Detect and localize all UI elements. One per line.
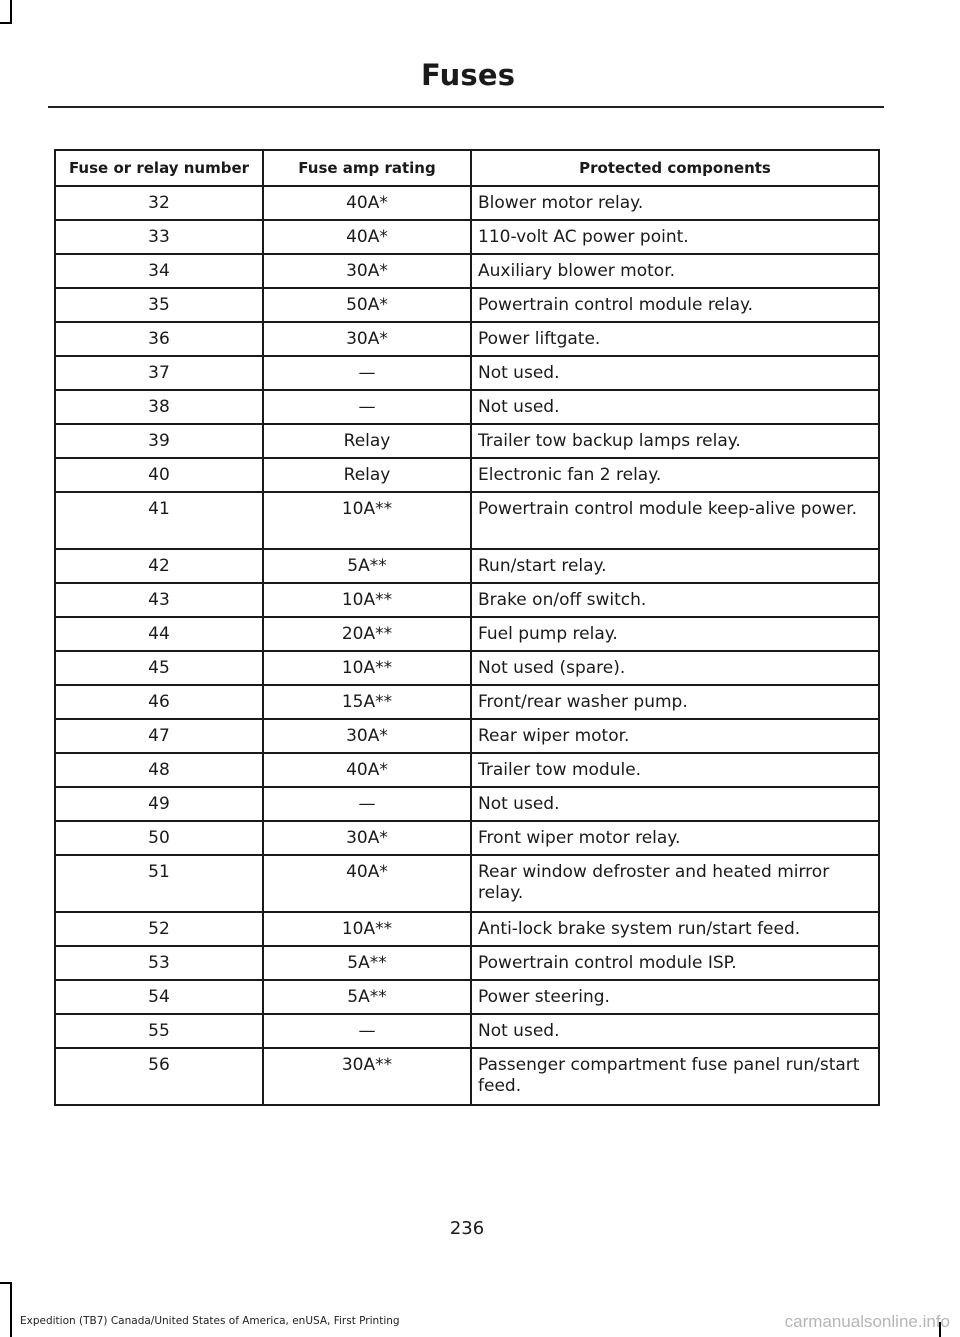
- fuse-number-cell: 34: [55, 254, 263, 288]
- amp-rating-cell: 30A*: [263, 322, 471, 356]
- table-row: [55, 980, 879, 1014]
- table-row: [55, 186, 879, 220]
- amp-rating-cell: 30A*: [263, 719, 471, 753]
- fuse-number-cell: 49: [55, 787, 263, 821]
- amp-rating-cell: 5A**: [263, 549, 471, 583]
- table-row: [55, 288, 879, 322]
- table-row: [55, 549, 879, 583]
- table-row: [55, 787, 879, 821]
- amp-rating-cell: 30A*: [263, 821, 471, 855]
- amp-rating-cell: 40A*: [263, 186, 471, 220]
- fuse-number-cell: 37: [55, 356, 263, 390]
- fuse-number-cell: 44: [55, 617, 263, 651]
- component-cell: Powertrain control module relay.: [471, 288, 879, 322]
- amp-rating-cell: Relay: [263, 424, 471, 458]
- fuse-number-cell: 51: [55, 855, 263, 912]
- amp-rating-cell: 40A*: [263, 753, 471, 787]
- fuse-number-cell: 53: [55, 946, 263, 980]
- amp-rating-cell: 30A**: [263, 1048, 471, 1105]
- fuse-number-cell: 39: [55, 424, 263, 458]
- component-cell: Powertrain control module ISP.: [471, 946, 879, 980]
- fuse-number-cell: 48: [55, 753, 263, 787]
- component-cell: Not used (spare).: [471, 651, 879, 685]
- amp-rating-cell: 40A*: [263, 220, 471, 254]
- component-cell: Not used.: [471, 390, 879, 424]
- amp-rating-cell: —: [263, 1014, 471, 1048]
- page-number: 236: [449, 1218, 485, 1239]
- component-cell: Power liftgate.: [471, 322, 879, 356]
- component-cell: Rear window defroster and heated mirror relay.: [471, 855, 879, 912]
- amp-rating-cell: —: [263, 787, 471, 821]
- fuse-number-cell: 46: [55, 685, 263, 719]
- table-row: [55, 356, 879, 390]
- component-cell: Run/start relay.: [471, 549, 879, 583]
- crop-mark-bottom-left-vertical: [10, 1282, 12, 1337]
- component-cell: Powertrain control module keep-alive power.: [471, 492, 879, 549]
- amp-rating-cell: 10A**: [263, 651, 471, 685]
- fuse-number-cell: 41: [55, 492, 263, 549]
- table-row: [55, 1014, 879, 1048]
- component-cell: Brake on/off switch.: [471, 583, 879, 617]
- fuse-number-cell: 56: [55, 1048, 263, 1105]
- amp-rating-cell: 10A**: [263, 492, 471, 549]
- table-row: [55, 685, 879, 719]
- table-row: [55, 651, 879, 685]
- amp-rating-cell: 5A**: [263, 980, 471, 1014]
- component-cell: Rear wiper motor.: [471, 719, 879, 753]
- table-row: [55, 1048, 879, 1105]
- table-row: [55, 753, 879, 787]
- fuse-number-cell: 50: [55, 821, 263, 855]
- component-cell: Fuel pump relay.: [471, 617, 879, 651]
- amp-rating-cell: —: [263, 390, 471, 424]
- amp-rating-cell: 10A**: [263, 912, 471, 946]
- table-row: [55, 458, 879, 492]
- crop-mark-bottom-left-horizontal: [0, 1282, 12, 1284]
- table-row: [55, 821, 879, 855]
- amp-rating-cell: 30A*: [263, 254, 471, 288]
- table-row: [55, 583, 879, 617]
- fuse-number-cell: 36: [55, 322, 263, 356]
- amp-rating-cell: 20A**: [263, 617, 471, 651]
- component-cell: Front/rear washer pump.: [471, 685, 879, 719]
- crop-mark-top-left-vertical: [10, 0, 12, 24]
- component-cell: Not used.: [471, 787, 879, 821]
- table-row: [55, 719, 879, 753]
- watermark: carmanualsonline.info: [784, 1312, 950, 1331]
- table-row: [55, 492, 879, 549]
- column-header-protected-components: Protected components: [471, 150, 879, 186]
- fuse-number-cell: 43: [55, 583, 263, 617]
- component-cell: Blower motor relay.: [471, 186, 879, 220]
- amp-rating-cell: 5A**: [263, 946, 471, 980]
- table-row: [55, 946, 879, 980]
- fuse-number-cell: 54: [55, 980, 263, 1014]
- component-cell: 110-volt AC power point.: [471, 220, 879, 254]
- amp-rating-cell: 10A**: [263, 583, 471, 617]
- fuse-number-cell: 33: [55, 220, 263, 254]
- table-header-row: [55, 150, 879, 186]
- fuse-number-cell: 38: [55, 390, 263, 424]
- component-cell: Passenger compartment fuse panel run/start feed.: [471, 1048, 879, 1105]
- table-row: [55, 855, 879, 912]
- component-cell: Trailer tow backup lamps relay.: [471, 424, 879, 458]
- table-row: [55, 390, 879, 424]
- fuse-number-cell: 47: [55, 719, 263, 753]
- component-cell: Electronic fan 2 relay.: [471, 458, 879, 492]
- component-cell: Trailer tow module.: [471, 753, 879, 787]
- component-cell: Auxiliary blower motor.: [471, 254, 879, 288]
- amp-rating-cell: —: [263, 356, 471, 390]
- amp-rating-cell: Relay: [263, 458, 471, 492]
- table-row: [55, 424, 879, 458]
- fuse-number-cell: 42: [55, 549, 263, 583]
- edition-footer: Expedition (TB7) Canada/United States of America, enUSA, First Printing: [20, 1315, 400, 1327]
- fuse-number-cell: 45: [55, 651, 263, 685]
- component-cell: Power steering.: [471, 980, 879, 1014]
- component-cell: Not used.: [471, 1014, 879, 1048]
- component-cell: Not used.: [471, 356, 879, 390]
- fuse-number-cell: 32: [55, 186, 263, 220]
- table-row: [55, 254, 879, 288]
- amp-rating-cell: 15A**: [263, 685, 471, 719]
- column-header-fuse-number: Fuse or relay number: [55, 150, 263, 186]
- table-row: [55, 617, 879, 651]
- fuse-number-cell: 35: [55, 288, 263, 322]
- amp-rating-cell: 40A*: [263, 855, 471, 912]
- component-cell: Front wiper motor relay.: [471, 821, 879, 855]
- component-cell: Anti-lock brake system run/start feed.: [471, 912, 879, 946]
- fuse-table: [54, 149, 880, 1106]
- fuse-number-cell: 40: [55, 458, 263, 492]
- fuse-number-cell: 52: [55, 912, 263, 946]
- column-header-amp-rating: Fuse amp rating: [263, 150, 471, 186]
- fuse-number-cell: 55: [55, 1014, 263, 1048]
- title-divider: [48, 106, 884, 108]
- crop-mark-top-left-horizontal: [0, 22, 12, 24]
- amp-rating-cell: 50A*: [263, 288, 471, 322]
- table-row: [55, 322, 879, 356]
- table-row: [55, 912, 879, 946]
- table-row: [55, 220, 879, 254]
